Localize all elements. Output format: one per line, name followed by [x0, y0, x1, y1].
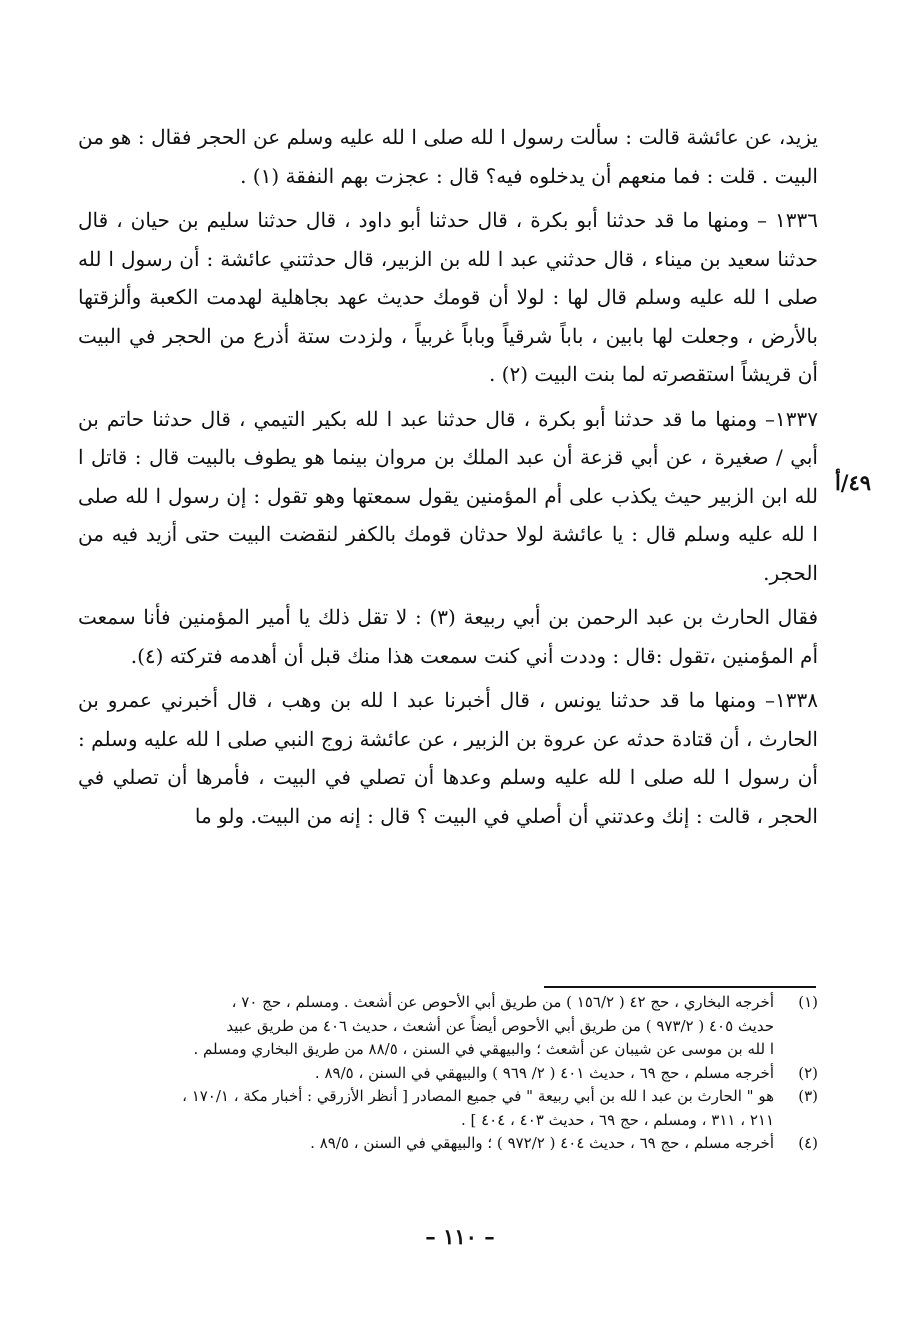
paragraph-1: يزيد، عن عائشة قالت : سألت رسول ا لله صلى ا لله عليه وسلم عن الحجر فقال : هو من البيت . قلت : فما منعهم أن يدخلوه فيه؟ قال : عجزت بهم النفقة (١) . [78, 125, 818, 188]
paragraph-3: ١٣٣٧– ومنها ما قد حدثنا أبو بكرة ، قال حدثنا عبد ا لله بكير التيمي ، قال حدثنا حاتم بن أبي / صغيرة ، عن أبي قزعة أن عبد الملك بن مروان بينما هو يطوف بالبيت قال : قاتل ا لله ابن الزبير حيث يكذب على أم المؤمنين يقول سمعتها وهو تقول : إن رسول ا لله صلى ا لله عليه وسلم قال : يا عائشة لولا حدثان قومك بالكفر لنقضت البيت حتى أزيد فيه من الحجر. [78, 406, 818, 585]
footnote-text [78, 1132, 774, 1156]
footnote-4 [78, 1132, 818, 1156]
footnote-line: ٢١١ ، ٣١١ ، ومسلم ، حج ٦٩ ، حديث ٤٠٣ ، ٤٠٤ ] . [460, 1110, 774, 1129]
footnote-line: حديث ٤٠٥ ( ٩٧٣/٢ ) من طريق أبي الأحوص أيضاً عن أشعث ، حديث ٤٠٦ من طريق عبيد [226, 1016, 774, 1035]
footnote-line: أخرجه البخاري ، حج ٤٢ ( ١٥٦/٢ ) من طريق أبي الأحوص عن أشعث . ومسلم ، حج ٧٠ ، [231, 993, 774, 1011]
footnote-text [78, 1085, 774, 1132]
paragraph-4: فقال الحارث بن عبد الرحمن بن أبي ربيعة (٣) : لا تقل ذلك يا أمير المؤمنين فأنا سمعت أم المؤمنين ،تقول :قال : وددت أني كنت سمعت هذا منك قبل أن أهدمه فتركته (٤). [78, 605, 819, 668]
footnote-line: أخرجه مسلم ، حج ٦٩ ، حديث ٤٠١ ( ٢/ ٩٦٩ ) والبيهقي في السنن ، ٨٩/٥ . [314, 1063, 774, 1082]
paragraph-5: ١٣٣٨– ومنها ما قد حدثنا يونس ، قال أخبرنا عبد ا لله بن وهب ، قال أخبرني عمرو بن الحارث ، أن قتادة حدثه عن عروة بن الزبير ، عن عائشة زوج النبي صلى ا لله عليه وسلم : أن رسول ا لله صلى ا لله عليه وسلم وعدها أن تصلي في البيت ، فأمرها أن تصلي في الحجر ، قالت : إنك وعدتني أن أصلي في البيت ؟ قال : إنه من البيت. ولو ما [78, 688, 818, 828]
footnote-line: ا لله بن موسى عن شيبان عن أشعث ؛ والبيهقي في السنن ، ٨٨/٥ من طريق البخاري ومسلم . [193, 1040, 774, 1058]
paragraph-2: ١٣٣٦ – ومنها ما قد حدثنا أبو بكرة ، قال حدثنا أبو داود ، قال حدثنا سليم بن حيان ، قال حدثنا سعيد بن ميناء ، قال حدثني عبد ا لله بن الزبير، قال حدثتني عائشة : أن رسول ا لله صلى ا لله عليه وسلم قال لها : لولا أن قومك حديث عهد بجاهلية لهدمت الكعبة وألزقتها بالأرض ، وجعلت لها بابين ، باباً شرقياً وباباً غربياً ، ولزدت ستة أذرع من الحجر في البيت أن قريشاً استقصرته لما بنت البيت (٢) . [78, 208, 818, 386]
footnote-2 [78, 1062, 818, 1086]
footnote-number: (١) [798, 993, 818, 1011]
footnote-3 [78, 1085, 818, 1132]
main-text [78, 118, 818, 841]
footnote-number: (٢) [798, 1063, 818, 1082]
footnote-text [78, 1062, 774, 1086]
footnotes [78, 991, 818, 1156]
footnote-1 [78, 991, 818, 1062]
footnote-number: (٣) [798, 1087, 818, 1105]
footnote-divider [544, 986, 816, 988]
page-number: – ١١٠ – [425, 1224, 495, 1249]
manuscript-folio-note: ٤٩/أ [834, 470, 872, 495]
footnote-line: أخرجه مسلم ، حج ٦٩ ، حديث ٤٠٤ ( ٩٧٢/٢ ) ؛ والبيهقي في السنن ، ٨٩/٥ . [310, 1134, 774, 1152]
footnote-line: هو " الحارث بن عبد ا لله بن أبي ربيعة " في جميع المصادر [ أنظر الأزرقي : أخبار مكة ، ١٧٠/١ ، [182, 1087, 774, 1105]
footnote-number: (٤) [798, 1134, 818, 1152]
footnote-text [78, 991, 774, 1062]
